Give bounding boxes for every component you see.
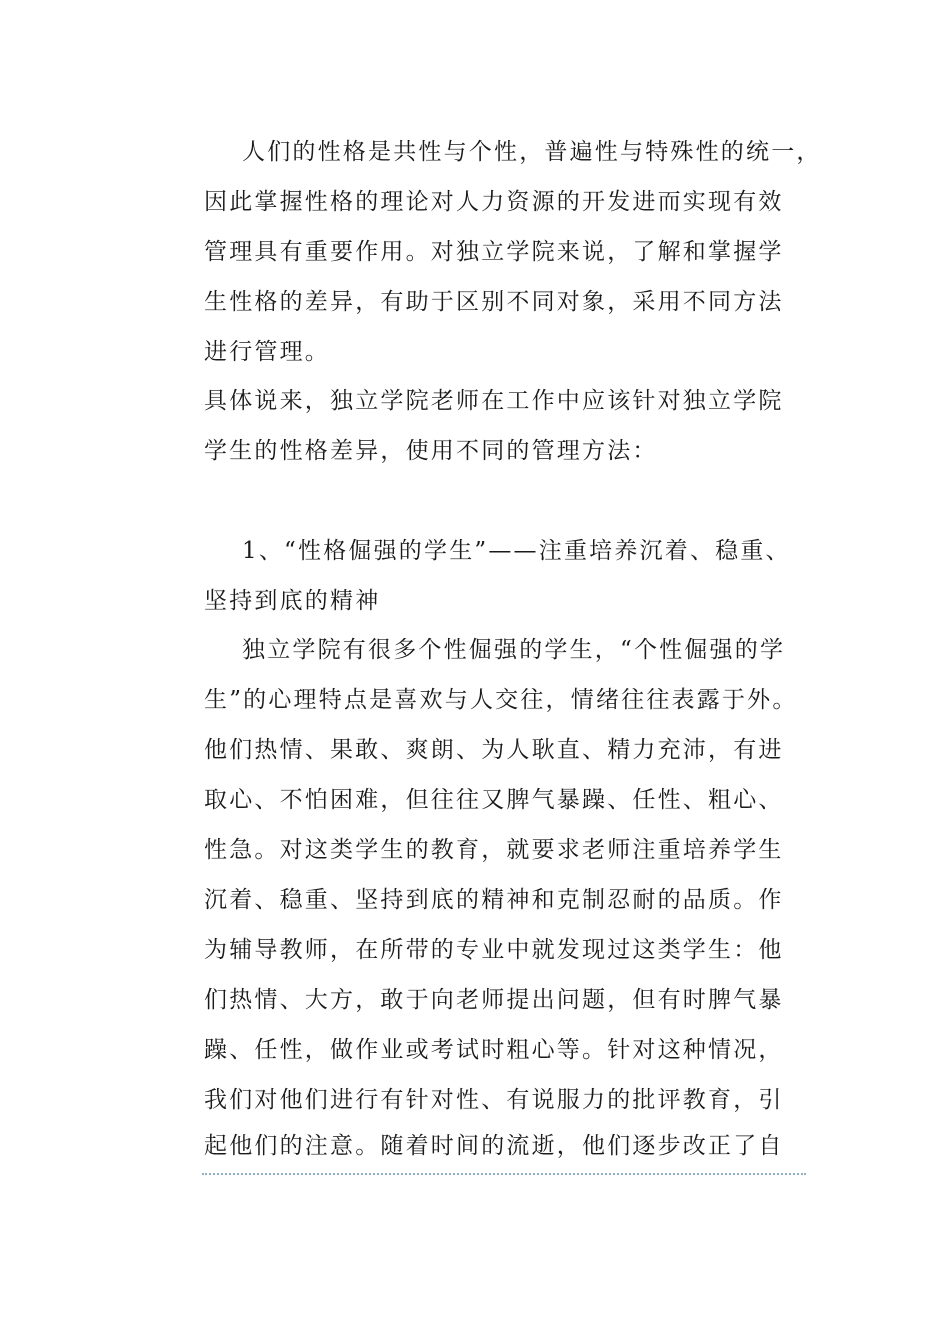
text-line: 独立学院有很多个性倔强的学生，“个性倔强的学 bbox=[242, 637, 786, 663]
text-line: 进行管理。 bbox=[204, 339, 330, 365]
text-line: 因此掌握性格的理论对人力资源的开发进而实现有效 bbox=[204, 189, 784, 215]
text-line: 沉着、稳重、坚持到底的精神和克制忍耐的品质。作 bbox=[204, 887, 784, 913]
heading-line: 1、“性格倔强的学生”——注重培养沉着、稳重、 bbox=[242, 538, 791, 564]
text-line: 学生的性格差异，使用不同的管理方法： bbox=[204, 438, 658, 464]
text-line: 生性格的差异，有助于区别不同对象，采用不同方法 bbox=[204, 289, 784, 315]
text-line: 具体说来，独立学院老师在工作中应该针对独立学院 bbox=[204, 388, 784, 414]
page-footer-rule bbox=[202, 1173, 806, 1175]
text-line: 躁、任性，做作业或考试时粗心等。针对这种情况， bbox=[204, 1037, 784, 1063]
text-line: 起他们的注意。随着时间的流逝，他们逐步改正了自 bbox=[204, 1133, 784, 1159]
text-line: 们热情、大方，敢于向老师提出问题，但有时脾气暴 bbox=[204, 987, 784, 1013]
text-line: 生”的心理特点是喜欢与人交往，情绪往往表露于外。 bbox=[204, 687, 798, 713]
text-line: 取心、不怕困难，但往往又脾气暴躁、任性、粗心、 bbox=[204, 787, 784, 813]
text-line: 为辅导教师，在所带的专业中就发现过这类学生：他 bbox=[204, 937, 784, 963]
text-line: 人们的性格是共性与个性，普遍性与特殊性的统一， bbox=[242, 139, 822, 165]
text-line: 管理具有重要作用。对独立学院来说，了解和掌握学 bbox=[204, 239, 784, 265]
text-line: 性急。对这类学生的教育，就要求老师注重培养学生 bbox=[204, 837, 784, 863]
text-line: 他们热情、果敢、爽朗、为人耿直、精力充沛，有进 bbox=[204, 737, 784, 763]
heading-line: 坚持到底的精神 bbox=[204, 588, 381, 614]
text-line: 我们对他们进行有针对性、有说服力的批评教育，引 bbox=[204, 1087, 784, 1113]
